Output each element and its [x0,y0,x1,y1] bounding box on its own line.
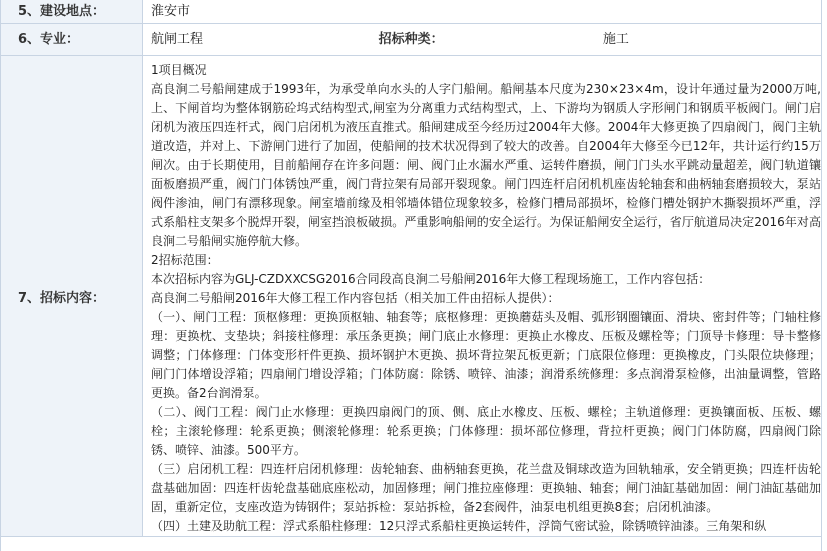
tender-content-text [151,61,821,536]
row-specialty [1,24,821,56]
content-paragraph: （一）、闸门工程：顶枢修理：更换顶枢轴、轴套等；底枢修理：更换蘑菇头及帽、弧形钢圈镶面、滑块、密封件等；门轴柱修理：更换枕、支垫块；斜接柱修理：承压条更换；闸门底止水修理：更换止水橡皮、压板及螺栓等；门顶导卡修理：导卡整修调整；门体修理：门体变形杆件更换、损坏钢护木更换、损坏背拉架瓦板更新；门底限位修理：更换橡皮，门头限位块修理；闸门门体增设浮箱；四扇闸门增设浮箱；门体防腐：除锈、喷锌、油漆；润滑系统修理：多点润滑泵检修，出油量调整，管路更换。备2台润滑泵。 [151,310,821,400]
content-paragraph: （三）启闭机工程：四连杆启闭机修理：齿轮轴套、曲柄轴套更换，花兰盘及铜球改造为回轨轴承，安全销更换；四连杆齿轮盘基础加固：四连杆齿轮盘基础底座松动，加固修理；闸门推拉座修理：更换轴、轴套；闸门油缸基础加固：闸门油缸基础加固，重新定位，支座改造为铸钢件；泵站拆检：泵站拆检，备2套阀件，油泵电机组更换8套；启闭机油漆。 [151,462,821,514]
specialty-label: 6、专业： [1,24,143,56]
tender-type-value: 施工 [595,24,821,56]
content-paragraph: 高良涧二号船闸建成于1993年，为承受单向水头的人字门船闸。船闸基本尺度为230×23×4m，设计年通过量为2000万吨,上、下闸首均为整体钢筋砼坞式结构型式,闸室为分离重力式结构型式，上、下游均为钢质人字形闸门和钢质平板阀门。闸门启闭机为液压四连杆式，阀门启闭机为液压直推式。船闸建成至今经历过2004年大修。2004年大修更换了四扇阀门，阀门主轨道改造，并对上、下游闸门进行了加固，使船闸的技术状况得到了较大的改善。自2004年大修至今已12年，共计运行约15万闸次。由于长期使用，目前船闸存在许多问题：闸、阀门止水漏水严重、运转件磨损，闸门门头水平跳动量超差，阀门轨道镶面板磨损严重，阀门门体锈蚀严重，阀门背拉架有局部开裂现象。闸门四连杆启闭机机座齿轮轴套和曲柄轴套磨损较大，泵站阀件渗油，闸门有漂移现象。闸室墙前缘及相邻墙体错位现象较多，检修门槽局部损坏，检修门槽处钢护木撕裂损坏严重，浮式系船柱支架多个脱焊开裂，闸室挡浪板破损。严重影响船闸的安全运行。为保证船闸安全运行，省厅航道局决定2016年对高良涧二号船闸实施停航大修。 [151,82,821,248]
construction-location-value: 淮安市 [143,0,822,24]
row-construction-location [1,0,821,24]
tender-content-cell [143,56,822,537]
content-paragraph: （四）土建及助航工程：浮式系船柱修理：12只浮式系船柱更换运转件，浮筒气密试验，除锈喷锌油漆。三角架和纵 [151,519,767,533]
content-paragraph: 高良涧二号船闸2016年大修工程工作内容包括（相关加工件由招标人提供）： [151,291,560,305]
specialty-value: 航闸工程 [143,24,369,56]
content-paragraph: 1项目概况 [151,63,207,77]
tender-content-label: 7、招标内容： [1,56,143,537]
content-paragraph: 2招标范围： [151,253,219,267]
tender-type-label: 招标种类： [369,24,595,56]
tender-info-table [1,0,821,537]
construction-location-label: 5、建设地点： [1,0,143,24]
content-paragraph: （二）、阀门工程：阀门止水修理：更换四扇阀门的顶、侧、底止水橡皮、压板、螺栓；主轨道修理：更换镶面板、压板、螺栓；主滚轮修理：轮系更换；侧滚轮修理：轮系更换；门体修理：损坏部位修理，背拉杆更换；阀门门体防腐，四扇阀门除锈、喷锌、油漆。500平方。 [151,405,821,457]
row-tender-content [1,56,821,537]
content-paragraph: 本次招标内容为GLJ-CZDXXCSG2016合同段高良涧二号船闸2016年大修工程现场施工，工作内容包括： [151,272,711,286]
